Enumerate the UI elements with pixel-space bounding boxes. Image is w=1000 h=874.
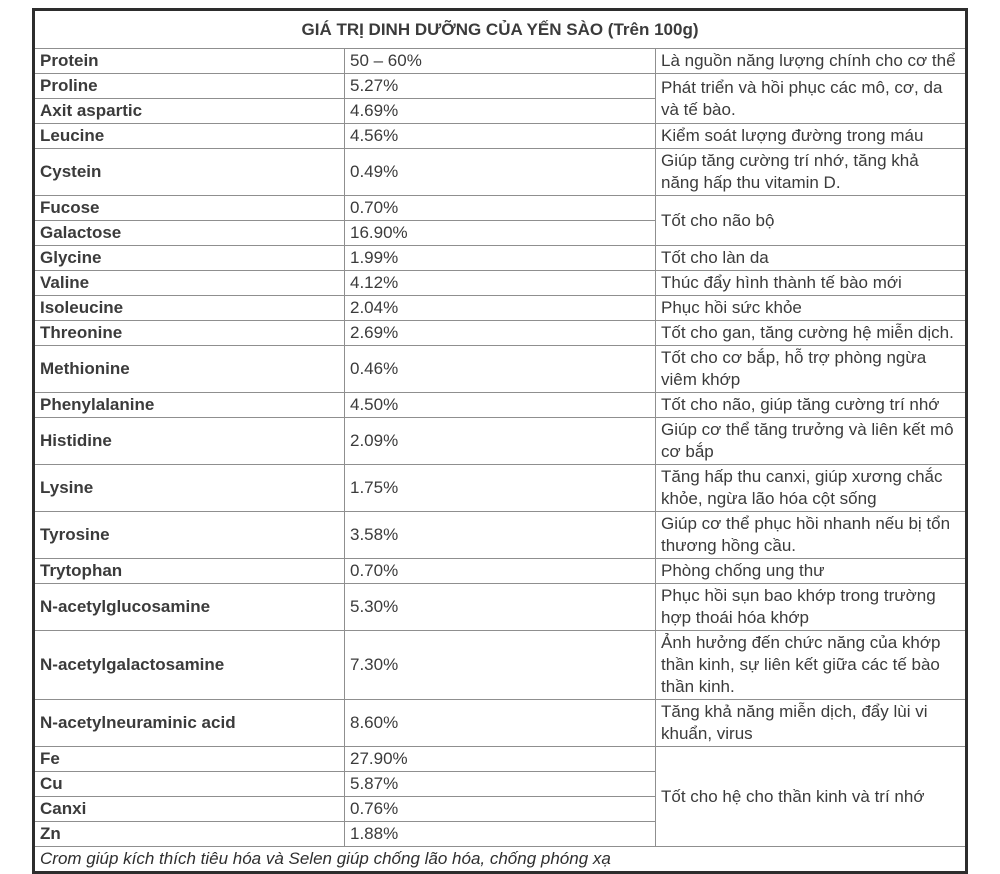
table-row xyxy=(34,559,967,584)
nutrient-value: 1.99% xyxy=(345,246,656,271)
nutrient-value: 4.56% xyxy=(345,124,656,149)
nutrient-value: 0.46% xyxy=(345,346,656,393)
nutrient-value: 1.75% xyxy=(345,465,656,512)
nutrient-benefit: Giúp tăng cường trí nhớ, tăng khả năng hấp thu vitamin D. xyxy=(656,149,967,196)
nutrient-name: Glycine xyxy=(34,246,345,271)
nutrition-table-body xyxy=(34,49,967,847)
nutrient-name: Galactose xyxy=(34,221,345,246)
nutrient-value: 0.76% xyxy=(345,797,656,822)
nutrient-name: Fucose xyxy=(34,196,345,221)
nutrient-name: N-acetylglucosamine xyxy=(34,584,345,631)
nutrient-benefit: Tốt cho làn da xyxy=(656,246,967,271)
table-row xyxy=(34,700,967,747)
nutrient-name: Axit aspartic xyxy=(34,99,345,124)
table-row xyxy=(34,465,967,512)
nutrient-name: Valine xyxy=(34,271,345,296)
nutrient-value: 8.60% xyxy=(345,700,656,747)
nutrient-value: 5.87% xyxy=(345,772,656,797)
table-row xyxy=(34,49,967,74)
nutrient-benefit: Giúp cơ thể tăng trưởng và liên kết mô cơ bắp xyxy=(656,418,967,465)
nutrient-name: Histidine xyxy=(34,418,345,465)
nutrient-benefit: Kiểm soát lượng đường trong máu xyxy=(656,124,967,149)
nutrient-value: 7.30% xyxy=(345,631,656,700)
nutrient-name: Phenylalanine xyxy=(34,393,345,418)
nutrient-name: Zn xyxy=(34,822,345,847)
table-row xyxy=(34,149,967,196)
nutrient-value: 5.30% xyxy=(345,584,656,631)
nutrient-value: 1.88% xyxy=(345,822,656,847)
nutrient-name: Tyrosine xyxy=(34,512,345,559)
nutrient-benefit: Giúp cơ thể phục hồi nhanh nếu bị tổn thương hồng cầu. xyxy=(656,512,967,559)
table-row xyxy=(34,747,967,772)
nutrient-benefit: Phục hồi sụn bao khớp trong trường hợp thoái hóa khớp xyxy=(656,584,967,631)
nutrient-benefit: Tốt cho hệ cho thần kinh và trí nhớ xyxy=(656,747,967,847)
nutrient-value: 50 – 60% xyxy=(345,49,656,74)
nutrient-name: Cu xyxy=(34,772,345,797)
nutrient-name: Fe xyxy=(34,747,345,772)
nutrient-value: 4.50% xyxy=(345,393,656,418)
table-row xyxy=(34,346,967,393)
table-row xyxy=(34,296,967,321)
nutrient-name: Cystein xyxy=(34,149,345,196)
nutrition-table-head xyxy=(34,10,967,49)
nutrient-benefit: Phòng chống ung thư xyxy=(656,559,967,584)
nutrient-value: 2.69% xyxy=(345,321,656,346)
nutrition-table xyxy=(32,8,968,874)
nutrient-benefit: Phục hồi sức khỏe xyxy=(656,296,967,321)
nutrient-value: 5.27% xyxy=(345,74,656,99)
nutrient-benefit: Tốt cho não, giúp tăng cường trí nhớ xyxy=(656,393,967,418)
nutrient-benefit: Phát triển và hồi phục các mô, cơ, da và tế bào. xyxy=(656,74,967,124)
table-row xyxy=(34,74,967,99)
nutrient-name: Lysine xyxy=(34,465,345,512)
nutrient-benefit: Tăng hấp thu canxi, giúp xương chắc khỏe, ngừa lão hóa cột sống xyxy=(656,465,967,512)
table-title: GIÁ TRỊ DINH DƯỠNG CỦA YẾN SÀO (Trên 100g) xyxy=(34,10,967,49)
nutrient-name: N-acetylneuraminic acid xyxy=(34,700,345,747)
nutrient-name: Proline xyxy=(34,74,345,99)
nutrient-name: Protein xyxy=(34,49,345,74)
table-row xyxy=(34,124,967,149)
nutrient-value: 2.09% xyxy=(345,418,656,465)
table-row xyxy=(34,246,967,271)
footer-row xyxy=(34,847,967,873)
nutrient-benefit: Thúc đẩy hình thành tế bào mới xyxy=(656,271,967,296)
nutrient-name: N-acetylgalactosamine xyxy=(34,631,345,700)
nutrient-value: 4.12% xyxy=(345,271,656,296)
nutrient-value: 0.70% xyxy=(345,559,656,584)
nutrient-name: Threonine xyxy=(34,321,345,346)
nutrient-name: Methionine xyxy=(34,346,345,393)
nutrient-value: 16.90% xyxy=(345,221,656,246)
nutrient-name: Leucine xyxy=(34,124,345,149)
table-row xyxy=(34,512,967,559)
table-row xyxy=(34,584,967,631)
nutrient-benefit: Là nguồn năng lượng chính cho cơ thể xyxy=(656,49,967,74)
nutrient-value: 0.49% xyxy=(345,149,656,196)
table-row xyxy=(34,631,967,700)
nutrient-value: 2.04% xyxy=(345,296,656,321)
nutrition-table-foot xyxy=(34,847,967,873)
nutrient-benefit: Ảnh hưởng đến chức năng của khớp thần kinh, sự liên kết giữa các tế bào thần kinh. xyxy=(656,631,967,700)
nutrient-benefit: Tốt cho gan, tăng cường hệ miễn dịch. xyxy=(656,321,967,346)
table-row xyxy=(34,271,967,296)
nutrient-benefit: Tăng khả năng miễn dịch, đẩy lùi vi khuẩn, virus xyxy=(656,700,967,747)
nutrient-name: Isoleucine xyxy=(34,296,345,321)
footer-note: Crom giúp kích thích tiêu hóa và Selen giúp chống lão hóa, chống phóng xạ xyxy=(34,847,967,873)
nutrient-value: 3.58% xyxy=(345,512,656,559)
table-row xyxy=(34,196,967,221)
nutrient-name: Canxi xyxy=(34,797,345,822)
nutrient-value: 0.70% xyxy=(345,196,656,221)
nutrient-value: 27.90% xyxy=(345,747,656,772)
table-row xyxy=(34,393,967,418)
table-row xyxy=(34,321,967,346)
nutrient-value: 4.69% xyxy=(345,99,656,124)
table-row xyxy=(34,418,967,465)
nutrient-benefit: Tốt cho não bộ xyxy=(656,196,967,246)
nutrient-name: Trytophan xyxy=(34,559,345,584)
title-row xyxy=(34,10,967,49)
nutrient-benefit: Tốt cho cơ bắp, hỗ trợ phòng ngừa viêm khớp xyxy=(656,346,967,393)
